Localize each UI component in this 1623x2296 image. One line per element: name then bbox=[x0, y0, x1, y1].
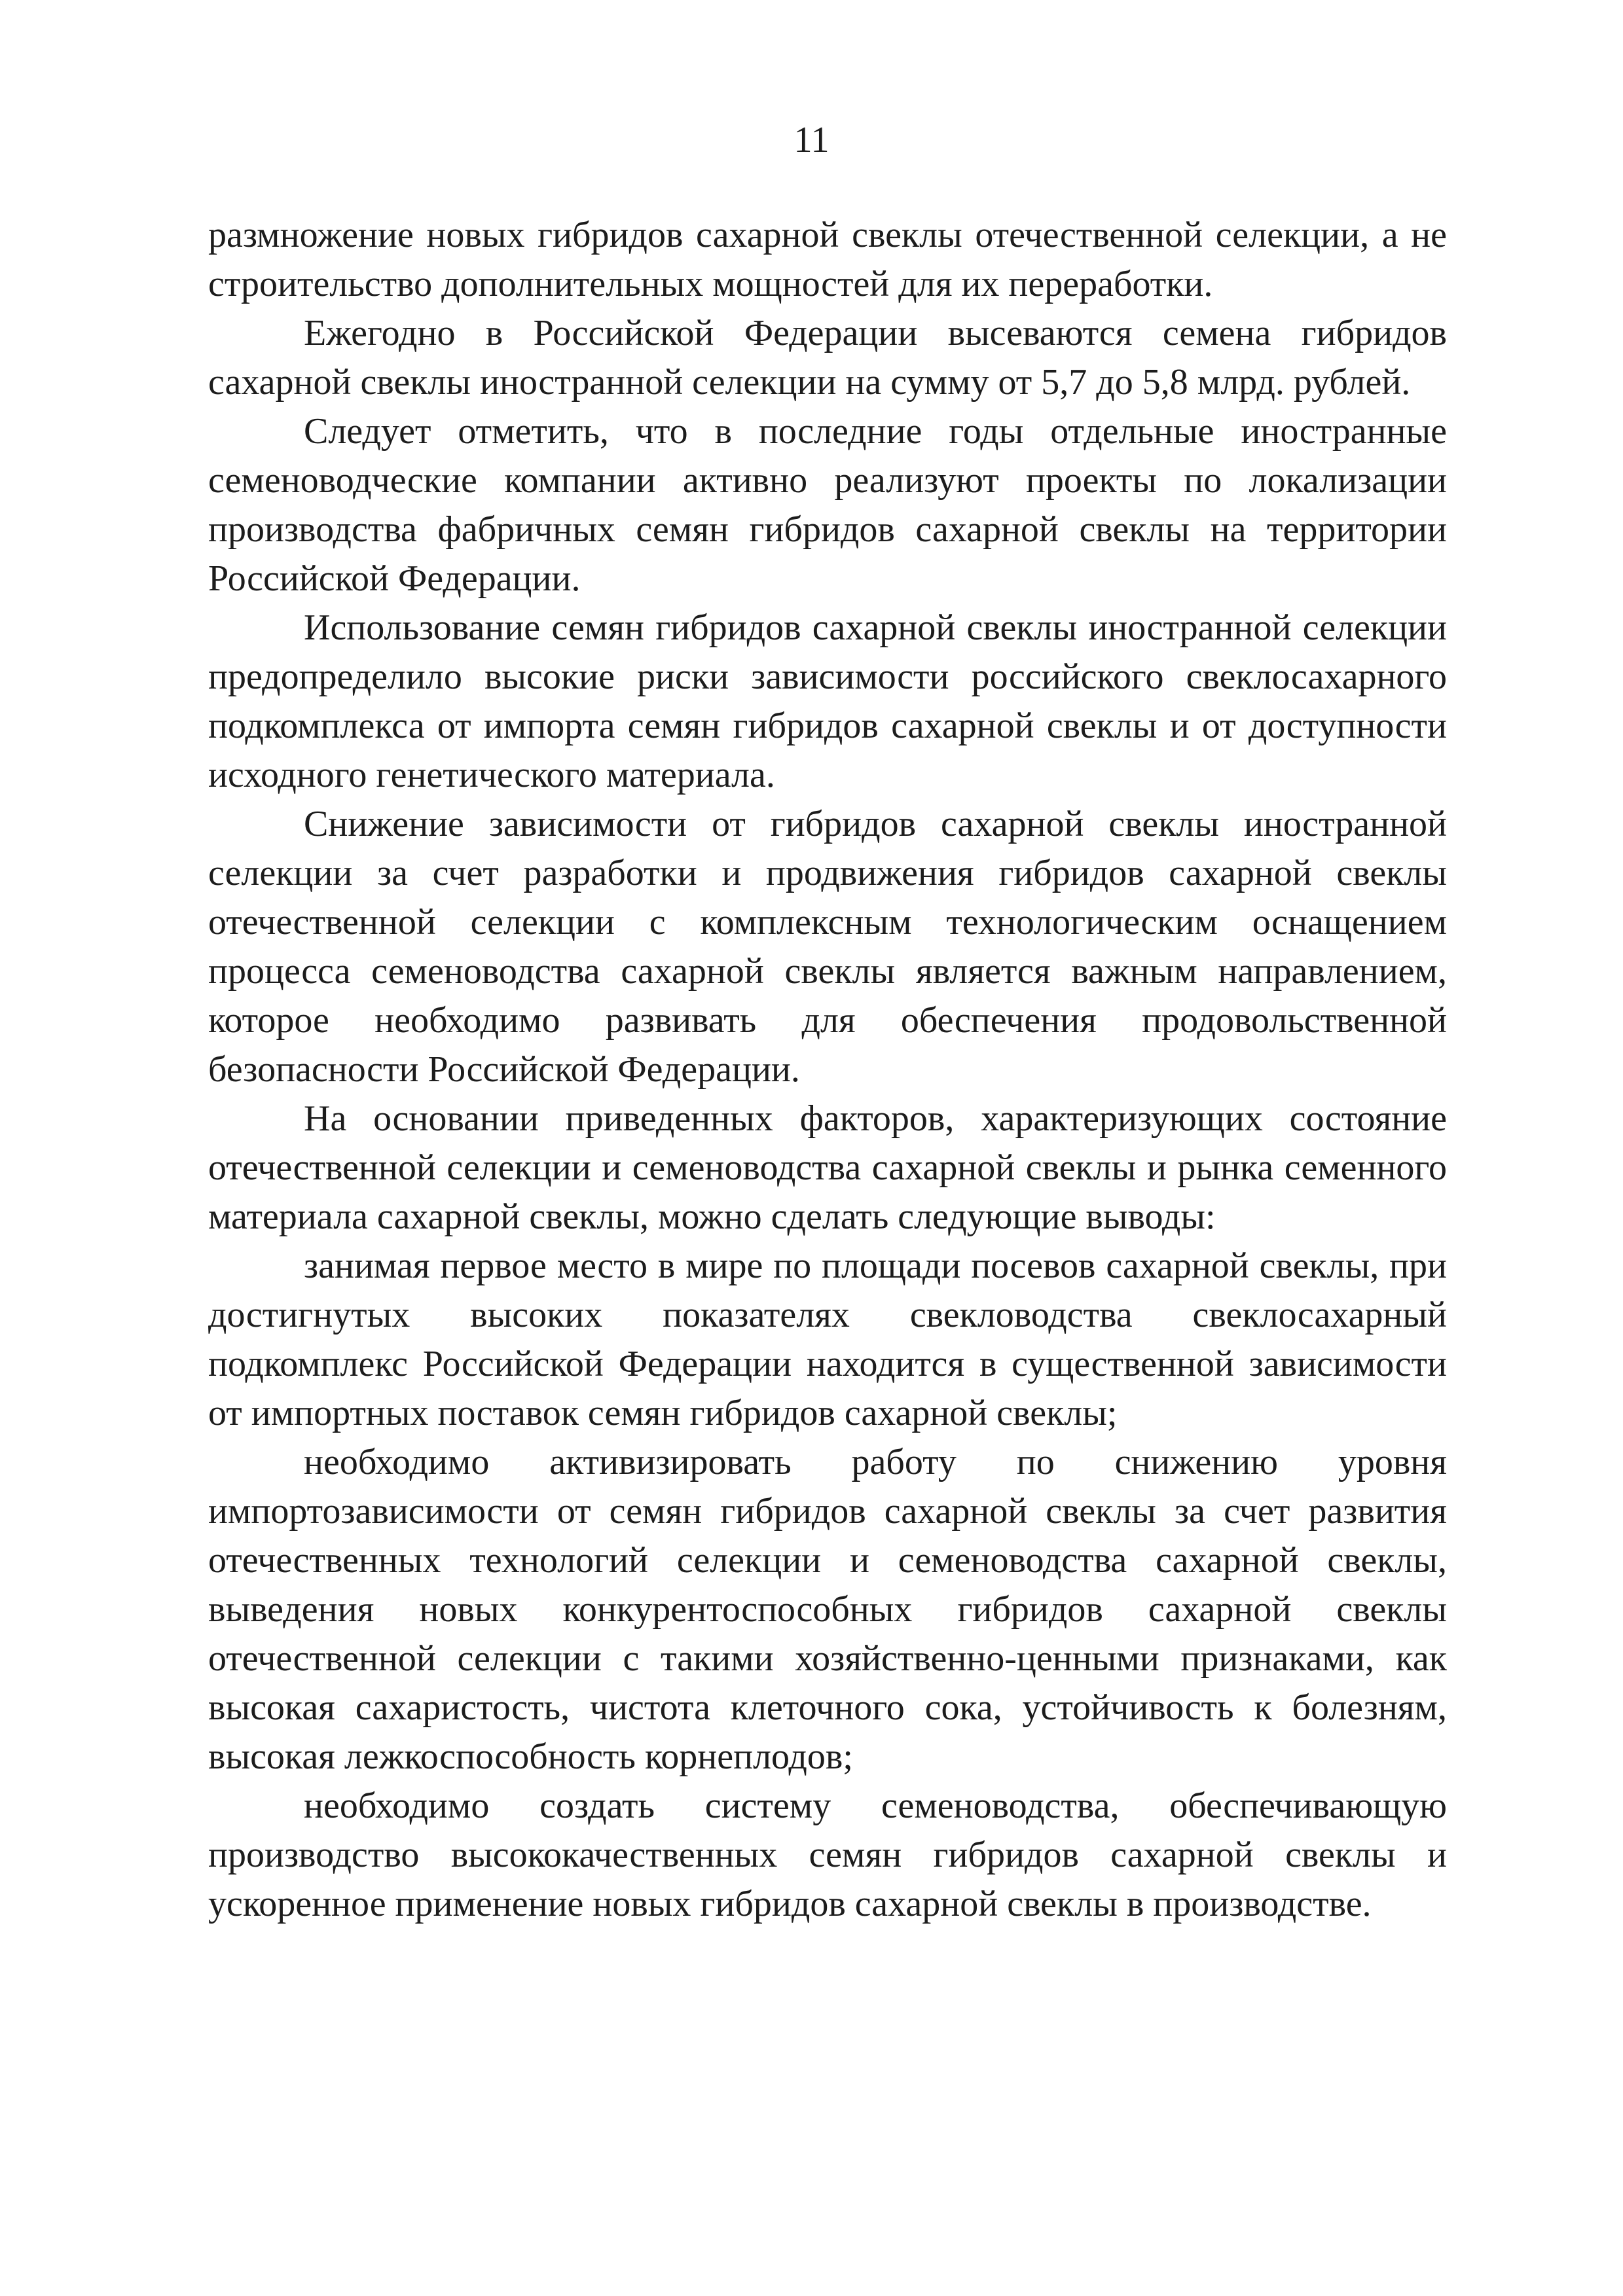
page-number: 11 bbox=[793, 120, 830, 160]
document-body bbox=[208, 211, 1447, 1929]
paragraph-continuation: размножение новых гибридов сахарной свеклы отечественной селекции, а не строительство дополнительных мощностей для их переработки. bbox=[208, 215, 1447, 304]
list-item-conclusion-1: занимая первое место в мире по площади посевов сахарной свеклы, при достигнутых высоких показателях свекловодства свеклосахарный подкомплекс Российской Федерации находится в существенной зависимости от импортных поставок семян гибридов сахарной свеклы; bbox=[208, 1246, 1447, 1433]
paragraph-seed-import-cost: Ежегодно в Российской Федерации высеваются семена гибридов сахарной свеклы иностранной селекции на сумму от 5,7 до 5,8 млрд. рублей. bbox=[208, 313, 1447, 403]
paragraph-import-risks: Использование семян гибридов сахарной свеклы иностранной селекции предопределило высокие риски зависимости российского свеклосахарного подкомплекса от импорта семян гибридов сахарной свеклы и от доступности исходного генетического материала. bbox=[208, 607, 1447, 795]
list-item-conclusion-2: необходимо активизировать работу по снижению уровня импортозависимости от семян гибридов сахарной свеклы за счет развития отечественных технологий селекции и семеноводства сахарной свеклы, выведения новых конкурентоспособных гибридов сахарной свеклы отечественной селекции с такими хозяйственно-ценными признаками, как высокая сахаристость, чистота клеточного сока, устойчивость к болезням, высокая лежкоспособность корнеплодов; bbox=[208, 1442, 1447, 1777]
paragraph-localization: Следует отметить, что в последние годы отдельные иностранные семеноводческие компании активно реализуют проекты по локализации производства фабричных семян гибридов сахарной свеклы на территории Российской Федерации. bbox=[208, 411, 1447, 599]
paragraph-conclusions-intro: На основании приведенных факторов, характеризующих состояние отечественной селекции и семеноводства сахарной свеклы и рынка семенного материала сахарной свеклы, можно сделать следующие выводы: bbox=[208, 1098, 1447, 1237]
list-item-conclusion-3: необходимо создать систему семеноводства, обеспечивающую производство высококачественных семян гибридов сахарной свеклы и ускоренное применение новых гибридов сахарной свеклы в производстве. bbox=[208, 1785, 1447, 1924]
paragraph-reducing-dependence: Снижение зависимости от гибридов сахарной свеклы иностранной селекции за счет разработки и продвижения гибридов сахарной свеклы отечественной селекции с комплексным технологическим оснащением процесса семеноводства сахарной свеклы является важным направлением, которое необходимо развивать для обеспечения продовольственной безопасности Российской Федерации. bbox=[208, 804, 1447, 1090]
